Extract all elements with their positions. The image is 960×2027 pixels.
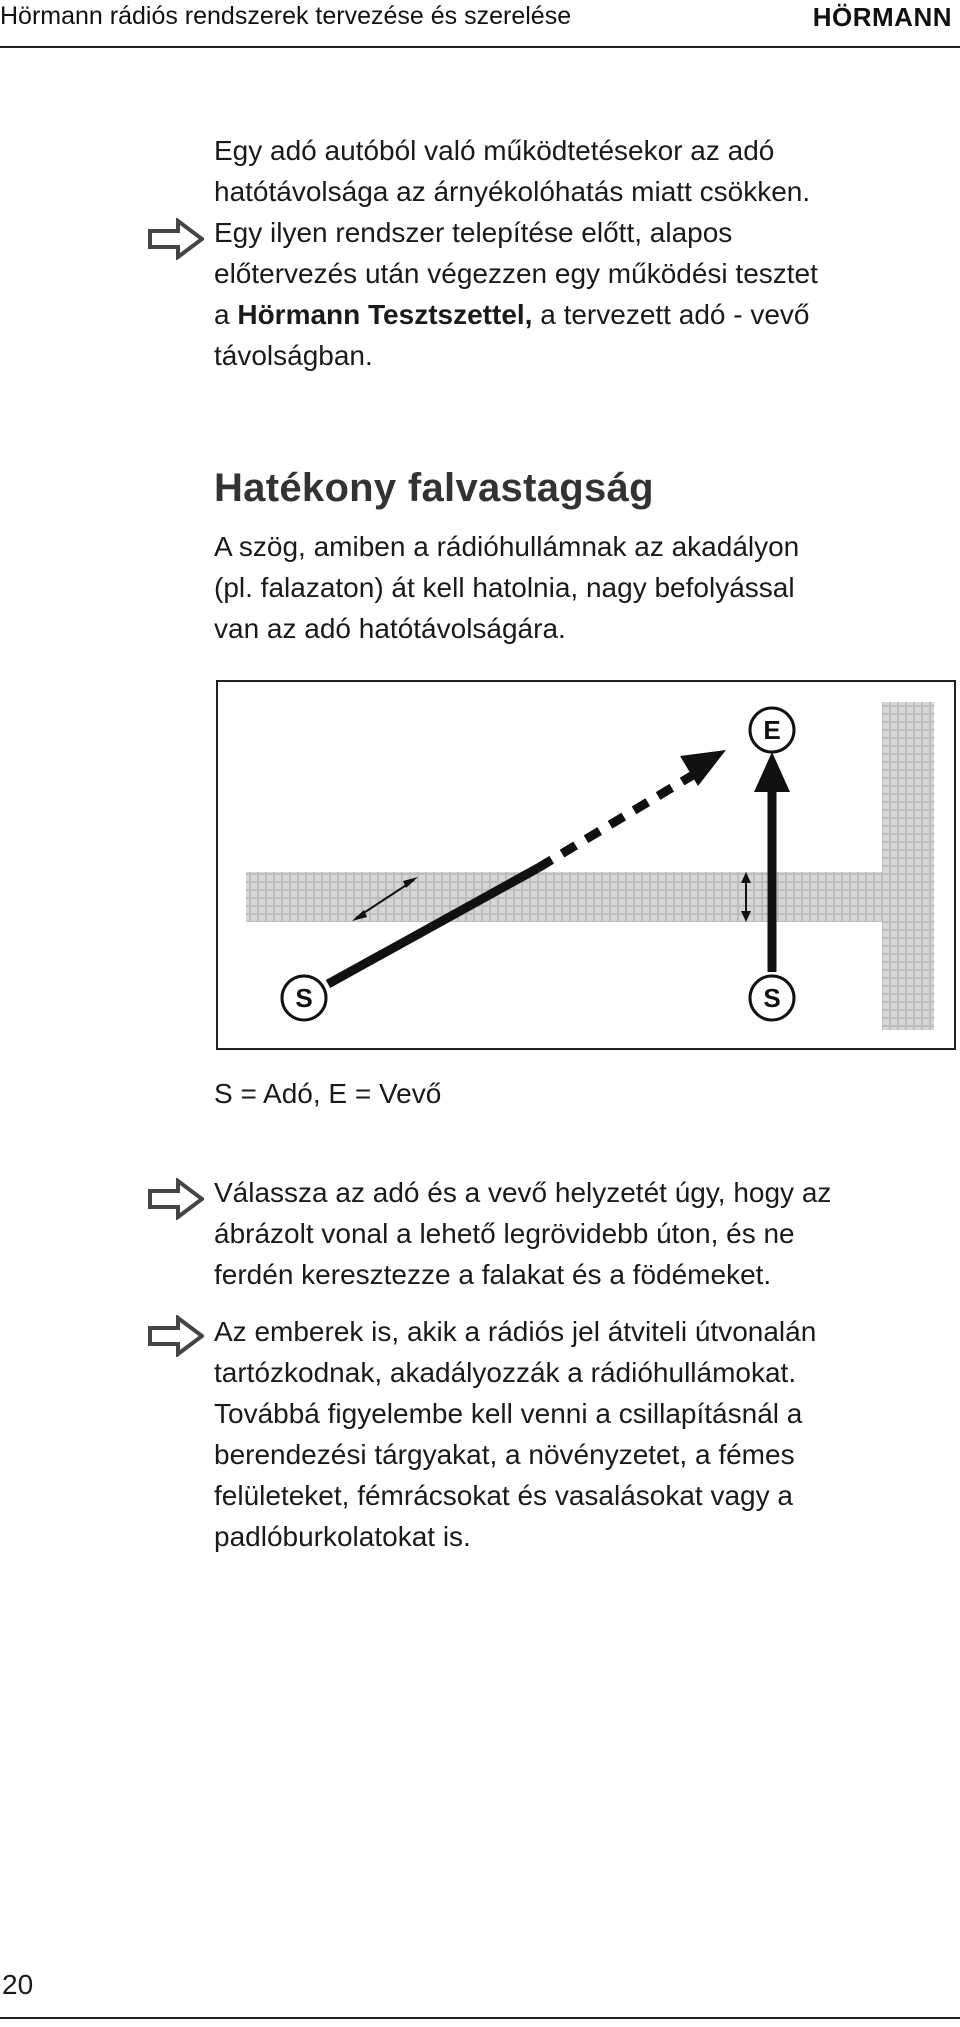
section-line: (pl. falazaton) át kell hatolnia, nagy befolyással <box>214 572 795 603</box>
tip-line <box>214 294 954 335</box>
section-line: van az adó hatótávolságára. <box>214 613 566 644</box>
section-paragraph <box>214 526 954 649</box>
tip-text: a tervezett adó - vevő <box>532 299 810 330</box>
section-line: A szög, amiben a rádióhullámnak az akadályon <box>214 531 800 562</box>
tip-paragraph <box>214 212 954 376</box>
diagram-canvas <box>218 682 954 1048</box>
tip-line: ábrázolt vonal a lehető legrövidebb úton, és ne <box>214 1218 795 1249</box>
footer-divider <box>0 2017 960 2019</box>
tip-line: előtervezés után végezzen egy működési tesztet <box>214 258 818 289</box>
arrow-right-icon <box>148 1178 204 1220</box>
arrow-right-icon <box>148 218 204 260</box>
header-divider <box>0 46 960 48</box>
sender-right-label: S <box>763 983 781 1013</box>
tip-line: berendezési tárgyakat, a növényzetet, a fémes <box>214 1439 795 1470</box>
running-header-title: Hörmann rádiós rendszerek tervezése és szerelése <box>0 2 572 30</box>
sender-left-label: S <box>295 983 313 1013</box>
tip-line: ferdén keresztezze a falakat és a födémeket. <box>214 1259 772 1290</box>
vertical-arrowhead-icon <box>754 752 790 792</box>
intro-line: hatótávolsága az árnyékolóhatás miatt csökken. <box>214 176 811 207</box>
tip-text: a <box>214 299 238 330</box>
tip-line: Válassza az adó és a vevő helyzetét úgy, hogy az <box>214 1177 832 1208</box>
tip-line: Továbbá figyelembe kell venni a csillapításnál a <box>214 1398 803 1429</box>
receiver-label: E <box>763 715 781 745</box>
horizontal-wall <box>246 872 922 922</box>
tip-line: tartózkodnak, akadályozzák a rádióhullámokat. <box>214 1357 797 1388</box>
tip-line: távolságban. <box>214 340 373 371</box>
page-number: 20 <box>2 1969 34 2000</box>
tip-line: felületeket, fémrácsokat és vasalásokat vagy a <box>214 1480 793 1511</box>
angled-signal-path-dashed <box>538 772 698 868</box>
tip-paragraph <box>214 1172 954 1295</box>
intro-paragraph <box>214 130 954 212</box>
vertical-wall <box>882 702 934 1030</box>
tip-line: Egy ilyen rendszer telepítése előtt, alapos <box>214 217 733 248</box>
intro-line: Egy adó autóból való működtetésekor az adó <box>214 135 775 166</box>
tip-line: padlóburkolatokat is. <box>214 1521 471 1552</box>
tip-paragraph <box>214 1311 954 1557</box>
figure-caption: S = Adó, E = Vevő <box>214 1078 442 1109</box>
brand-logo-text: HÖRMANN <box>812 2 952 32</box>
product-name: Hörmann Tesztszettel, <box>237 299 533 330</box>
wall-angle-diagram <box>216 680 956 1050</box>
tip-line: Az emberek is, akik a rádiós jel átviteli útvonalán <box>214 1316 817 1347</box>
arrow-right-icon <box>148 1315 204 1357</box>
section-heading: Hatékony falvastagság <box>214 466 654 510</box>
